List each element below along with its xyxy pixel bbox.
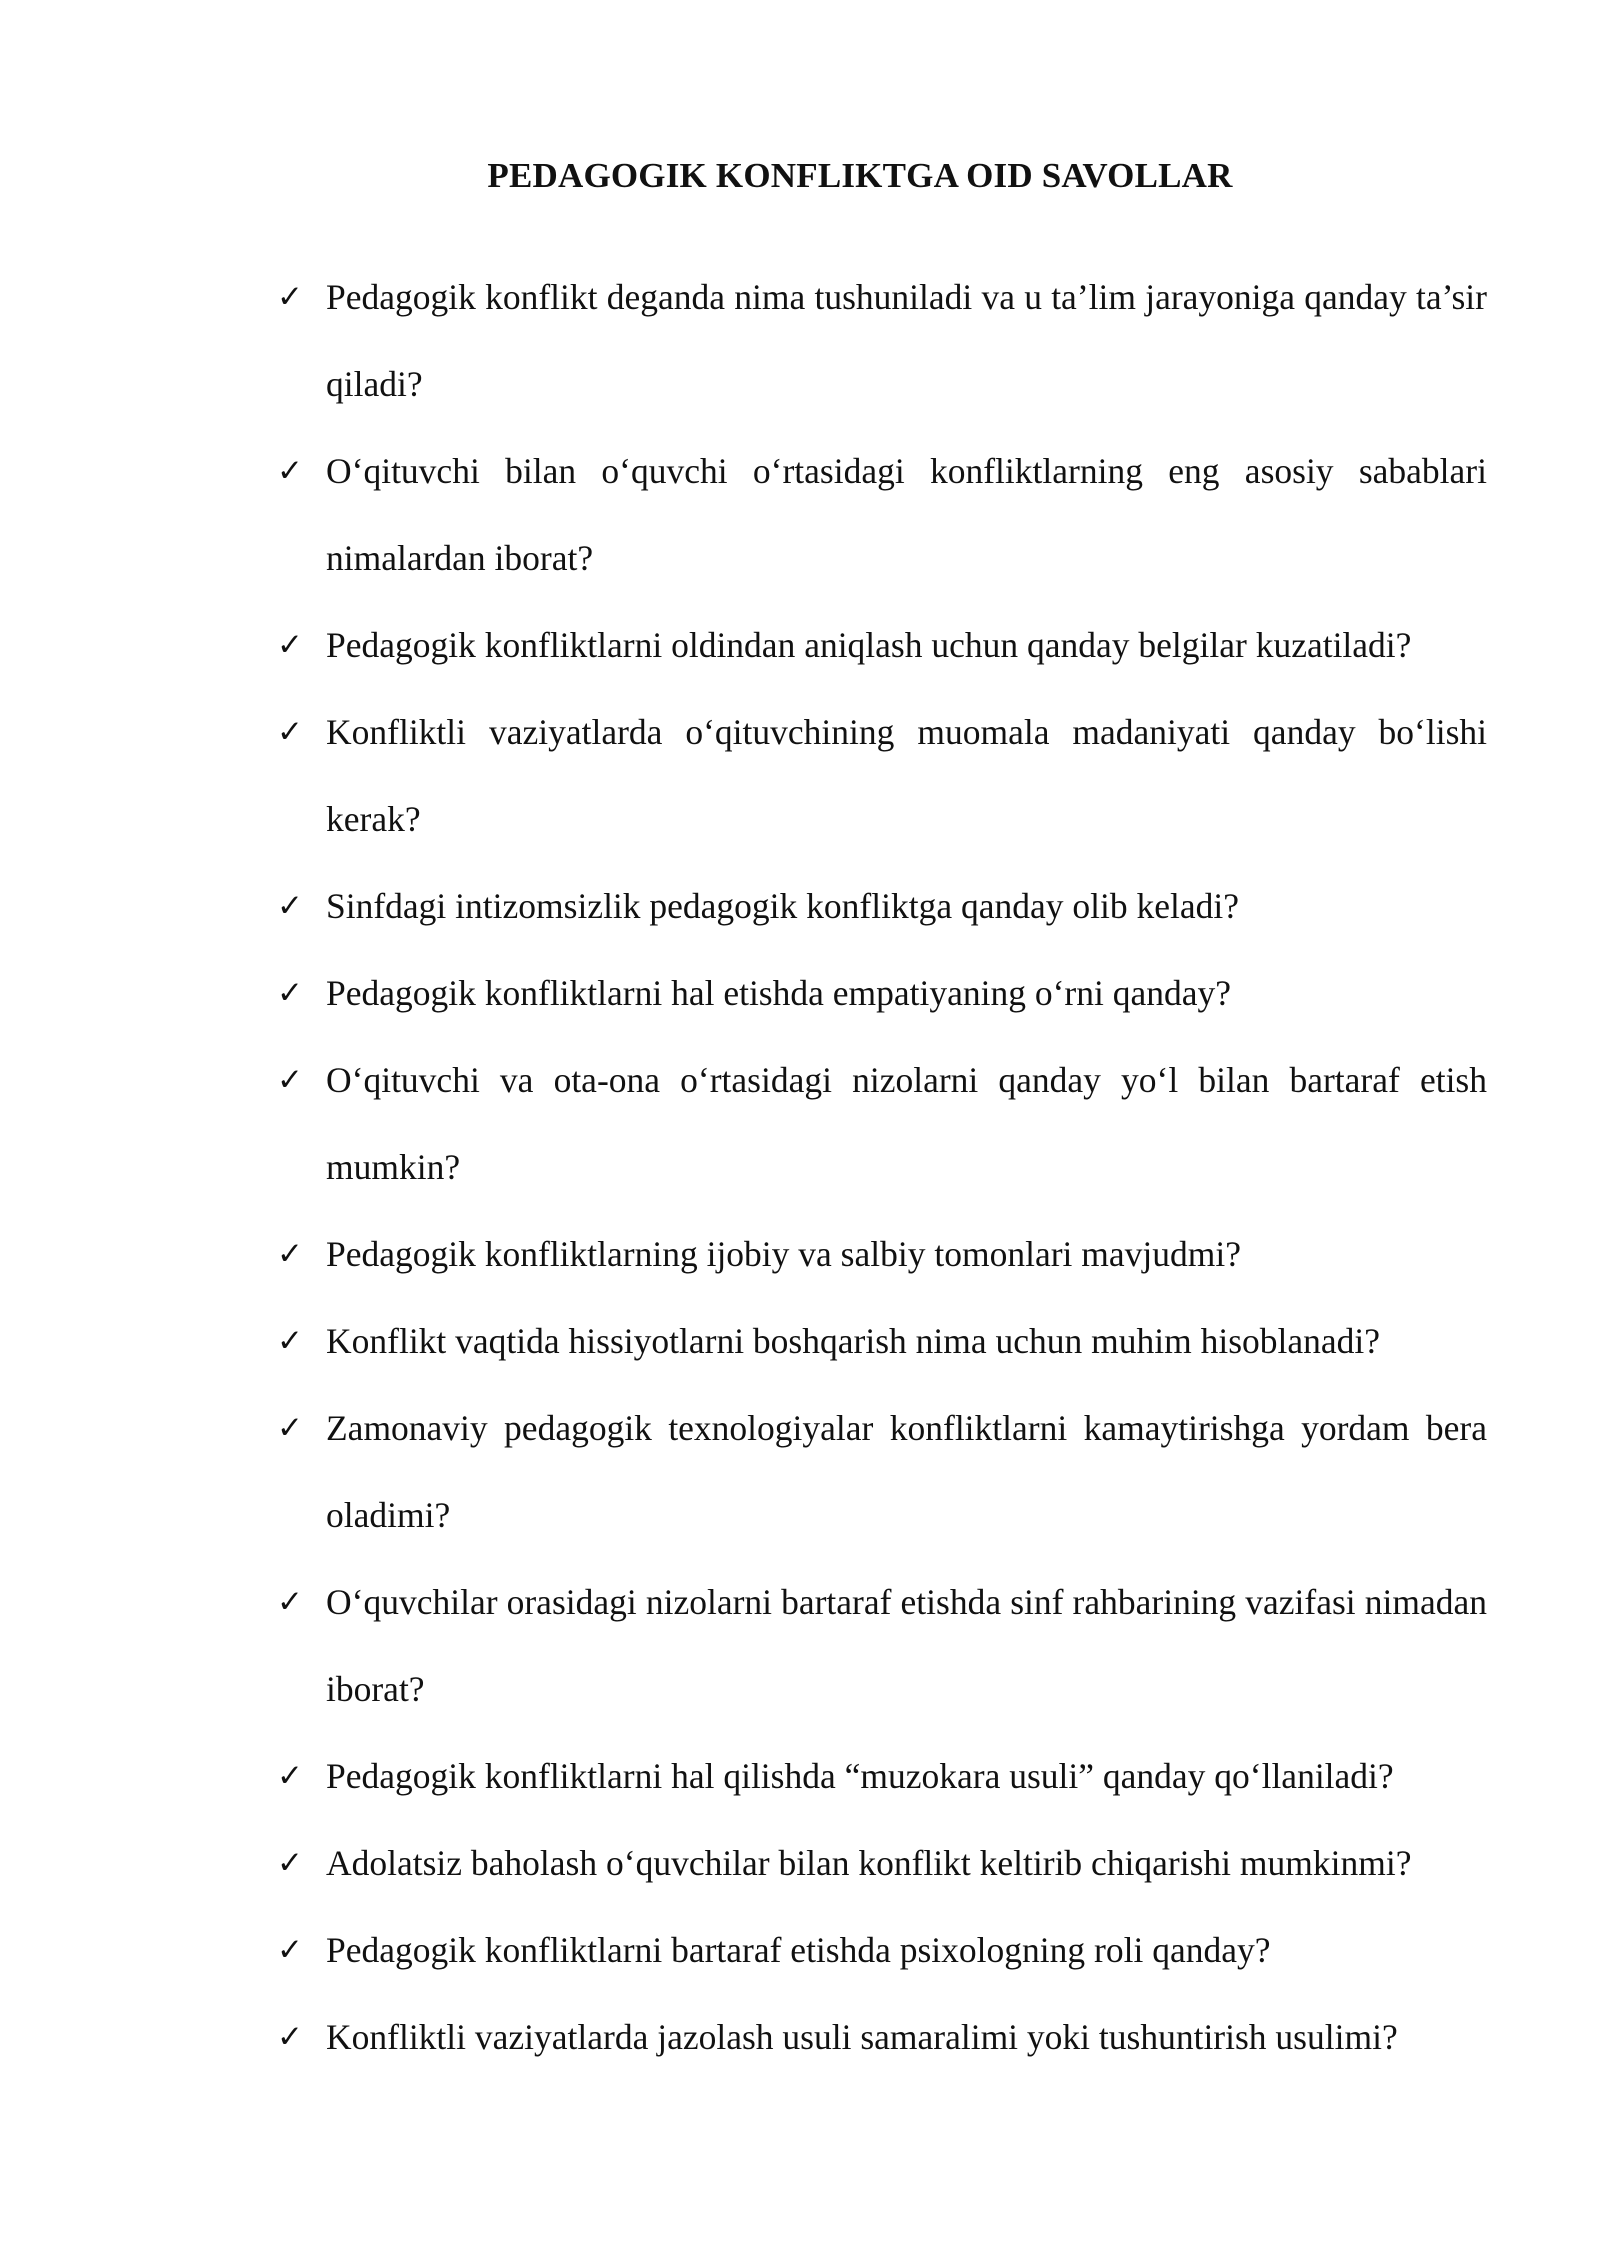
- list-item: [277, 1559, 1487, 1733]
- checkmark-icon: ✓: [277, 1932, 303, 1968]
- list-item: [277, 1211, 1487, 1298]
- checkmark-icon: ✓: [277, 279, 303, 315]
- question-text: Pedagogik konfliktlarni hal qilishda “muzokara usuli” qanday qo‘llaniladi?: [326, 1756, 1394, 1796]
- checkmark-icon: ✓: [277, 975, 303, 1011]
- checkmark-icon: ✓: [277, 1845, 303, 1881]
- question-text: Pedagogik konflikt deganda nima tushuniladi va u ta’lim jarayoniga qanday ta’sir qiladi?: [326, 277, 1487, 404]
- checkmark-icon: ✓: [277, 1410, 303, 1446]
- question-text: Sinfdagi intizomsizlik pedagogik konfliktga qanday olib keladi?: [326, 886, 1239, 926]
- question-text: Konfliktli vaziyatlarda jazolash usuli samaralimi yoki tushuntirish usulimi?: [326, 2017, 1398, 2057]
- page-title: PEDAGOGIK KONFLIKTGA OID SAVOLLAR: [487, 156, 1233, 195]
- question-text: Pedagogik konfliktlarning ijobiy va salbiy tomonlari mavjudmi?: [326, 1234, 1241, 1274]
- checkmark-icon: ✓: [277, 453, 303, 489]
- question-text: Zamonaviy pedagogik texnologiyalar konfliktlarni kamaytirishga yordam bera oladimi?: [326, 1408, 1487, 1535]
- question-text: Adolatsiz baholash o‘quvchilar bilan konflikt keltirib chiqarishi mumkinmi?: [326, 1843, 1412, 1883]
- checkmark-icon: ✓: [277, 1062, 303, 1098]
- list-item: [277, 950, 1487, 1037]
- list-item: [277, 863, 1487, 950]
- checkmark-icon: ✓: [277, 1323, 303, 1359]
- list-item: [277, 254, 1487, 428]
- checkmark-icon: ✓: [277, 1236, 303, 1272]
- question-text: O‘quvchilar orasidagi nizolarni bartaraf etishda sinf rahbarining vazifasi nimadan iborat?: [326, 1582, 1487, 1709]
- question-list: [277, 254, 1487, 2081]
- checkmark-icon: ✓: [277, 1758, 303, 1794]
- list-item: [277, 602, 1487, 689]
- checkmark-icon: ✓: [277, 888, 303, 924]
- list-item: [277, 1907, 1487, 1994]
- question-text: Pedagogik konfliktlarni hal etishda empatiyaning o‘rni qanday?: [326, 973, 1232, 1013]
- list-item: [277, 1037, 1487, 1211]
- list-item: [277, 1298, 1487, 1385]
- list-item: [277, 1733, 1487, 1820]
- list-item: [277, 689, 1487, 863]
- question-text: Konflikt vaqtida hissiyotlarni boshqarish nima uchun muhim hisoblanadi?: [326, 1321, 1381, 1361]
- checkmark-icon: ✓: [277, 1584, 303, 1620]
- list-item: [277, 1385, 1487, 1559]
- list-item: [277, 428, 1487, 602]
- question-text: O‘qituvchi bilan o‘quvchi o‘rtasidagi konfliktlarning eng asosiy sabablari nimalardan iborat?: [326, 451, 1487, 578]
- question-text: O‘qituvchi va ota-ona o‘rtasidagi nizolarni qanday yo‘l bilan bartaraf etish mumkin?: [326, 1060, 1487, 1187]
- question-text: Pedagogik konfliktlarni bartaraf etishda psixologning roli qanday?: [326, 1930, 1271, 1970]
- checkmark-icon: ✓: [277, 627, 303, 663]
- question-text: Konfliktli vaziyatlarda o‘qituvchining muomala madaniyati qanday bo‘lishi kerak?: [326, 712, 1487, 839]
- list-item: [277, 1994, 1487, 2081]
- list-item: [277, 1820, 1487, 1907]
- checkmark-icon: ✓: [277, 714, 303, 750]
- question-text: Pedagogik konfliktlarni oldindan aniqlash uchun qanday belgilar kuzatiladi?: [326, 625, 1412, 665]
- checkmark-icon: ✓: [277, 2019, 303, 2055]
